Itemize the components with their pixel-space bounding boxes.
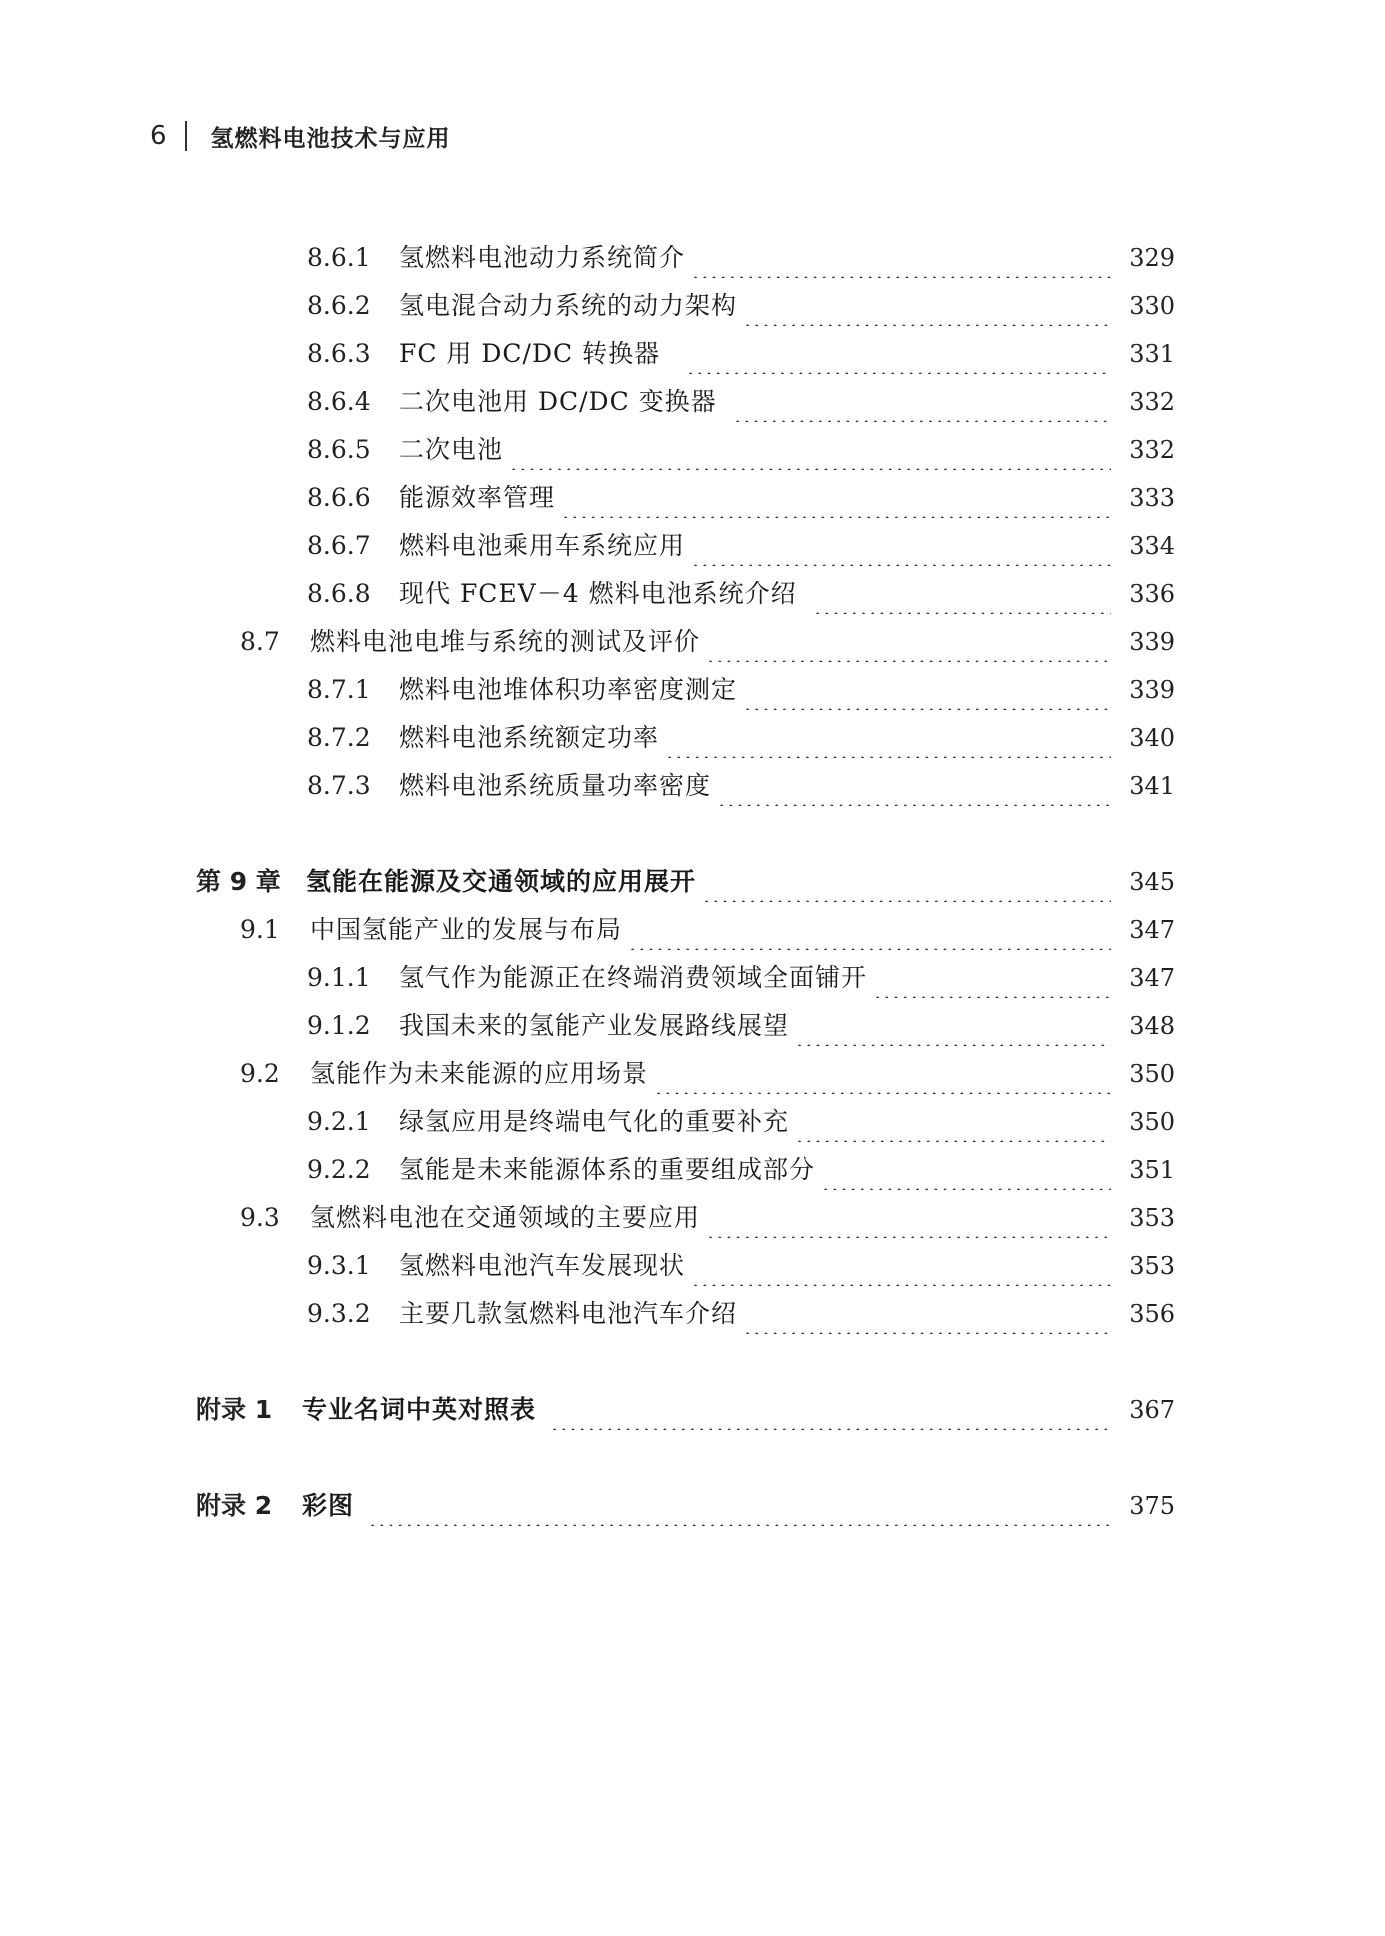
entry-page: 375 bbox=[1129, 1492, 1175, 1520]
entry-title: 燃料电池系统质量功率密度 bbox=[399, 771, 712, 800]
dot-leader bbox=[743, 670, 1111, 710]
entry-number: 9.1.2 bbox=[307, 1011, 371, 1040]
entry-number: 第 9 章 bbox=[196, 867, 281, 896]
dot-leader bbox=[873, 958, 1111, 998]
entry-page: 350 bbox=[1129, 1060, 1175, 1088]
entry-title: 中国氢能产业的发展与布局 bbox=[310, 915, 623, 944]
toc-entry-9-3-2[interactable] bbox=[0, 1294, 1385, 1334]
entry-title: 二次电池 bbox=[399, 435, 504, 464]
toc-entry-9-3-1[interactable] bbox=[0, 1246, 1385, 1286]
entry-number: 附录 2 bbox=[196, 1491, 273, 1520]
entry-number: 8.6.7 bbox=[307, 531, 371, 560]
entry-page: 340 bbox=[1129, 724, 1175, 752]
dot-leader bbox=[813, 574, 1111, 614]
entry-number: 9.1.1 bbox=[307, 963, 371, 992]
entry-number: 8.7.3 bbox=[307, 771, 371, 800]
entry-title: 氢燃料电池在交通领域的主要应用 bbox=[310, 1203, 701, 1232]
toc-entry-8-6-7[interactable] bbox=[0, 526, 1385, 566]
entry-number: 8.6.4 bbox=[307, 387, 371, 416]
entry-title: 燃料电池电堆与系统的测试及评价 bbox=[310, 627, 701, 656]
toc-entry-8-6-8[interactable] bbox=[0, 574, 1385, 614]
dot-leader bbox=[743, 286, 1111, 326]
toc-entry-9-2-1[interactable] bbox=[0, 1102, 1385, 1142]
entry-number: 8.7.2 bbox=[307, 723, 371, 752]
toc-entry-9-2[interactable] bbox=[0, 1054, 1385, 1094]
dot-leader bbox=[702, 862, 1111, 902]
toc-entry-8-6-6[interactable] bbox=[0, 478, 1385, 518]
entry-page: 334 bbox=[1129, 532, 1175, 560]
entry-title: 彩图 bbox=[302, 1491, 355, 1520]
entry-number: 8.6.2 bbox=[307, 291, 371, 320]
entry-number: 9.3.2 bbox=[307, 1299, 371, 1328]
dot-leader bbox=[561, 478, 1111, 518]
dot-leader bbox=[654, 1054, 1111, 1094]
toc-entry-8-7[interactable] bbox=[0, 622, 1385, 662]
entry-number: 9.1 bbox=[240, 915, 280, 944]
entry-title: 专业名词中英对照表 bbox=[302, 1395, 537, 1424]
entry-number: 8.6.6 bbox=[307, 483, 371, 512]
toc-entry-8-6-2[interactable] bbox=[0, 286, 1385, 326]
toc-entry-9-3[interactable] bbox=[0, 1198, 1385, 1238]
entry-page: 332 bbox=[1129, 436, 1175, 464]
entry-page: 331 bbox=[1129, 340, 1175, 368]
dot-leader bbox=[691, 1246, 1111, 1286]
entry-title: 燃料电池系统额定功率 bbox=[399, 723, 660, 752]
entry-title: 氢燃料电池动力系统简介 bbox=[399, 243, 686, 272]
entry-page: 353 bbox=[1129, 1252, 1175, 1280]
dot-leader bbox=[686, 334, 1111, 374]
entry-title: 氢气作为能源正在终端消费领域全面铺开 bbox=[399, 963, 868, 992]
entry-page: 341 bbox=[1129, 772, 1175, 800]
entry-number: 8.6.1 bbox=[307, 243, 371, 272]
toc-entry-appendix-2[interactable] bbox=[0, 1486, 1385, 1526]
entry-page: 336 bbox=[1129, 580, 1175, 608]
entry-title: 我国未来的氢能产业发展路线展望 bbox=[399, 1011, 790, 1040]
entry-page: 351 bbox=[1129, 1156, 1175, 1184]
entry-page: 353 bbox=[1129, 1204, 1175, 1232]
entry-title: 氢电混合动力系统的动力架构 bbox=[399, 291, 738, 320]
dot-leader bbox=[691, 238, 1111, 278]
entry-page: 330 bbox=[1129, 292, 1175, 320]
dot-leader bbox=[628, 910, 1111, 950]
dot-leader bbox=[733, 382, 1111, 422]
entry-number: 9.2.2 bbox=[307, 1155, 371, 1184]
toc-entry-8-6-5[interactable] bbox=[0, 430, 1385, 470]
dot-leader bbox=[706, 1198, 1111, 1238]
toc-entry-9-1-2[interactable] bbox=[0, 1006, 1385, 1046]
toc-entry-appendix-1[interactable] bbox=[0, 1390, 1385, 1430]
dot-leader bbox=[795, 1006, 1111, 1046]
toc-entry-9-1-1[interactable] bbox=[0, 958, 1385, 998]
entry-page: 329 bbox=[1129, 244, 1175, 272]
page-number: 6 bbox=[150, 121, 167, 151]
entry-page: 333 bbox=[1129, 484, 1175, 512]
entry-number: 附录 1 bbox=[196, 1395, 273, 1424]
entry-title: 主要几款氢燃料电池汽车介绍 bbox=[399, 1299, 738, 1328]
entry-number: 8.6.3 bbox=[307, 339, 371, 368]
dot-leader bbox=[665, 718, 1111, 758]
entry-page: 347 bbox=[1129, 964, 1175, 992]
entry-page: 345 bbox=[1129, 868, 1175, 896]
book-title: 氢燃料电池技术与应用 bbox=[210, 125, 451, 152]
entry-page: 350 bbox=[1129, 1108, 1175, 1136]
entry-number: 9.2.1 bbox=[307, 1107, 371, 1136]
dot-leader bbox=[691, 526, 1111, 566]
toc-entry-8-6-4[interactable] bbox=[0, 382, 1385, 422]
entry-number: 8.7.1 bbox=[307, 675, 371, 704]
entry-page: 348 bbox=[1129, 1012, 1175, 1040]
entry-page: 356 bbox=[1129, 1300, 1175, 1328]
entry-page: 339 bbox=[1129, 628, 1175, 656]
dot-leader bbox=[717, 766, 1111, 806]
entry-page: 332 bbox=[1129, 388, 1175, 416]
toc-entry-9-1[interactable] bbox=[0, 910, 1385, 950]
dot-leader bbox=[509, 430, 1111, 470]
entry-number: 9.2 bbox=[240, 1059, 280, 1088]
entry-title: 能源效率管理 bbox=[399, 483, 556, 512]
entry-title: 燃料电池乘用车系统应用 bbox=[399, 531, 686, 560]
entry-page: 339 bbox=[1129, 676, 1175, 704]
entry-title: 绿氢应用是终端电气化的重要补充 bbox=[399, 1107, 790, 1136]
toc-entry-chapter-9[interactable] bbox=[0, 862, 1385, 902]
dot-leader bbox=[795, 1102, 1111, 1142]
entry-number: 9.3 bbox=[240, 1203, 280, 1232]
dot-leader bbox=[368, 1486, 1111, 1526]
entry-title: 二次电池用 DC/DC 变换器 bbox=[399, 387, 717, 416]
toc-entry-8-7-1[interactable] bbox=[0, 670, 1385, 710]
dot-leader bbox=[706, 622, 1111, 662]
entry-number: 8.6.8 bbox=[307, 579, 371, 608]
entry-number: 8.7 bbox=[240, 627, 280, 656]
entry-title: FC 用 DC/DC 转换器 bbox=[399, 339, 661, 368]
entry-page: 367 bbox=[1129, 1396, 1175, 1424]
entry-title: 氢能在能源及交通领域的应用展开 bbox=[306, 867, 697, 896]
entry-number: 9.3.1 bbox=[307, 1251, 371, 1280]
toc-entry-8-6-1[interactable] bbox=[0, 238, 1385, 278]
entry-title: 氢燃料电池汽车发展现状 bbox=[399, 1251, 686, 1280]
entry-number: 8.6.5 bbox=[307, 435, 371, 464]
entry-title: 燃料电池堆体积功率密度测定 bbox=[399, 675, 738, 704]
toc-entry-8-6-3[interactable] bbox=[0, 334, 1385, 374]
entry-title: 氢能作为未来能源的应用场景 bbox=[310, 1059, 649, 1088]
entry-title: 现代 FCEV－4 燃料电池系统介绍 bbox=[399, 579, 797, 608]
entry-page: 347 bbox=[1129, 916, 1175, 944]
entry-title: 氢能是未来能源体系的重要组成部分 bbox=[399, 1155, 816, 1184]
toc-entry-8-7-2[interactable] bbox=[0, 718, 1385, 758]
dot-leader bbox=[821, 1150, 1111, 1190]
dot-leader bbox=[743, 1294, 1111, 1334]
toc-entry-8-7-3[interactable] bbox=[0, 766, 1385, 806]
toc-entry-9-2-2[interactable] bbox=[0, 1150, 1385, 1190]
dot-leader bbox=[550, 1390, 1111, 1430]
